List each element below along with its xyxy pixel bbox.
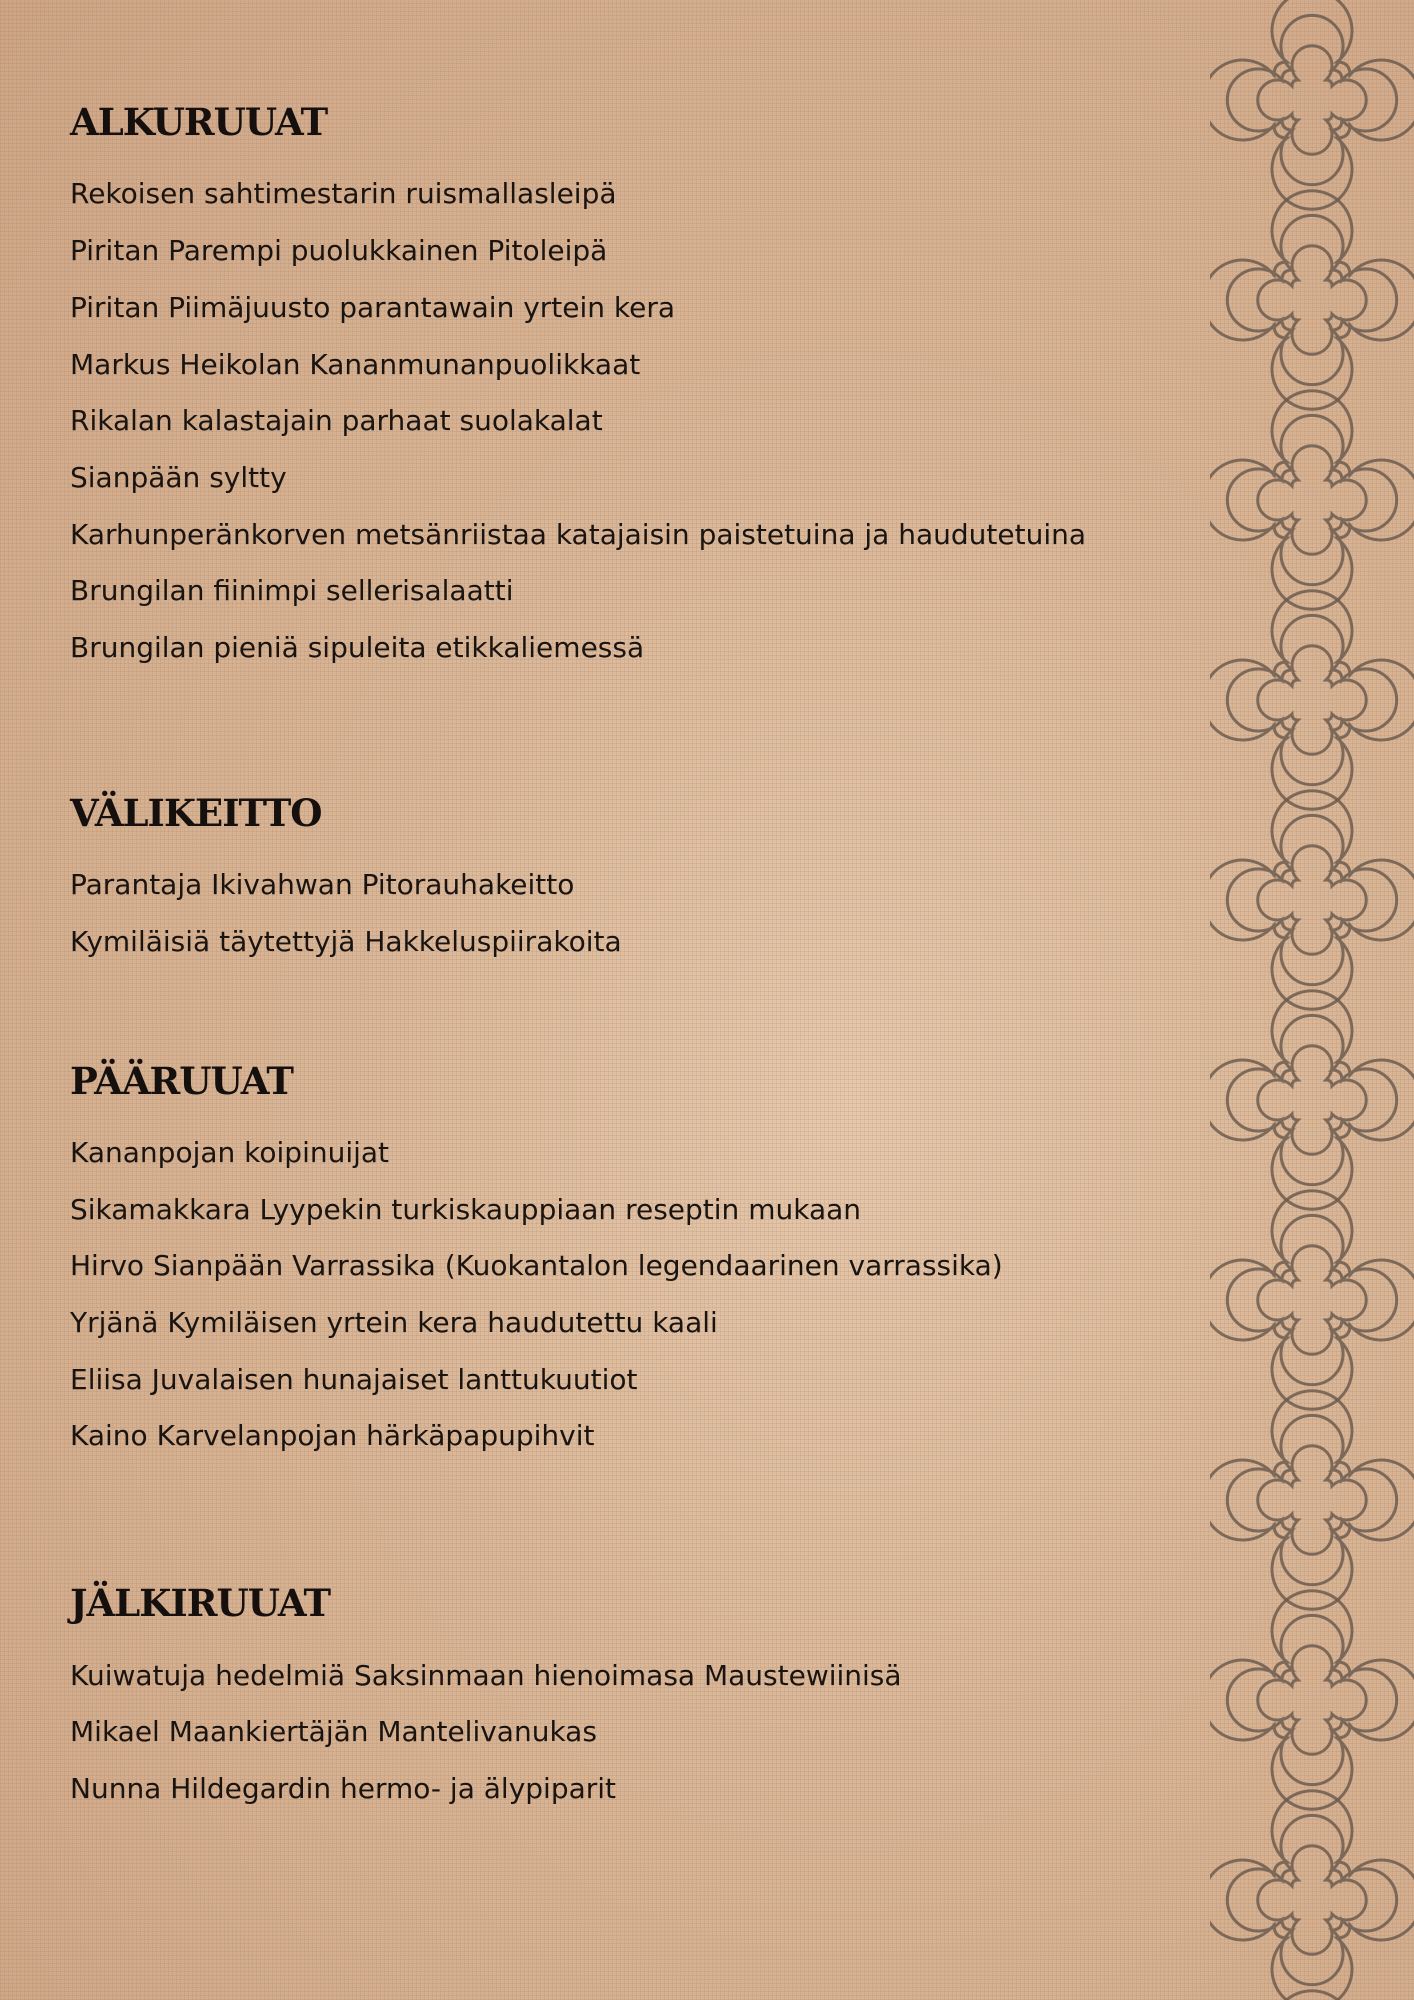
section-valikeitto — [70, 791, 1210, 971]
quatrefoil-icon — [1210, 1991, 1414, 2000]
quatrefoil-icon — [1210, 391, 1414, 609]
quatrefoil-icon — [1210, 1391, 1414, 1609]
menu-item: Sikamakkara Lyypekin turkiskauppiaan reseptin mukaan — [70, 1192, 861, 1226]
menu-item: Parantaja Ikivahwan Pitorauhakeitto — [70, 868, 575, 902]
menu-item: Yrjänä Kymiläisen yrtein kera haudutettu kaali — [70, 1306, 718, 1340]
menu-item: Eliisa Juvalaisen hunajaiset lanttukuutiot — [70, 1362, 638, 1396]
menu-item-list — [70, 857, 1210, 970]
menu-item: Sianpään syltty — [70, 460, 287, 494]
menu-item: Karhunperänkorven metsänriistaa katajaisin paistetuina ja haudutetuina — [70, 517, 1087, 551]
menu-item: Brungilan fiinimpi sellerisalaatti — [70, 574, 514, 608]
section-title: PÄÄRUUAT — [70, 1058, 293, 1103]
menu-item: Brungilan pieniä sipuleita etikkaliemessä — [70, 631, 645, 665]
menu-item: Markus Heikolan Kananmunanpuolikkaat — [70, 347, 641, 381]
quatrefoil-icon — [1210, 0, 1414, 209]
quatrefoil-border-svg — [1210, 0, 1414, 2000]
menu-item: Piritan Piimäjuusto parantawain yrtein kera — [70, 290, 676, 324]
quatrefoil-icon — [1210, 1791, 1414, 2000]
quatrefoil-icon — [1210, 991, 1414, 1209]
menu-item: Kananpojan koipinuijat — [70, 1135, 390, 1169]
menu-item: Mikael Maankiertäjän Mantelivanukas — [70, 1715, 597, 1749]
menu-item: Rikalan kalastajain parhaat suolakalat — [70, 404, 603, 438]
section-alkuruuat — [70, 100, 1210, 677]
section-paaruuat — [70, 1059, 1210, 1466]
quatrefoil-icon — [1210, 1191, 1414, 1409]
section-title: JÄLKIRUUAT — [70, 1581, 331, 1626]
menu-item: Piritan Parempi puolukkainen Pitoleipä — [70, 234, 608, 268]
menu-item: Kymiläisiä täytettyjä Hakkeluspiirakoita — [70, 924, 622, 958]
quatrefoil-icon — [1210, 791, 1414, 1009]
menu-item: Rekoisen sahtimestarin ruismallasleipä — [70, 177, 617, 211]
quatrefoil-icon — [1210, 191, 1414, 409]
quatrefoil-icon — [1210, 591, 1414, 809]
section-title: ALKURUUAT — [70, 100, 328, 144]
section-title: VÄLIKEITTO — [70, 790, 322, 835]
menu-item-list — [70, 166, 1210, 676]
menu — [70, 100, 1210, 1818]
section-jalkiruuat — [70, 1581, 1210, 1818]
menu-item: Kaino Karvelanpojan härkäpapupihvit — [70, 1419, 595, 1453]
quatrefoil-icon — [1210, 1591, 1414, 1809]
menu-item: Nunna Hildegardin hermo- ja älypiparit — [70, 1771, 617, 1805]
menu-item-list — [70, 1648, 1210, 1818]
menu-item-list — [70, 1125, 1210, 1465]
ornament-border — [1210, 0, 1414, 2000]
menu-item: Hirvo Sianpään Varrassika (Kuokantalon legendaarinen varrassika) — [70, 1249, 1003, 1283]
menu-item: Kuiwatuja hedelmiä Saksinmaan hienoimasa Maustewiinisä — [70, 1658, 902, 1692]
